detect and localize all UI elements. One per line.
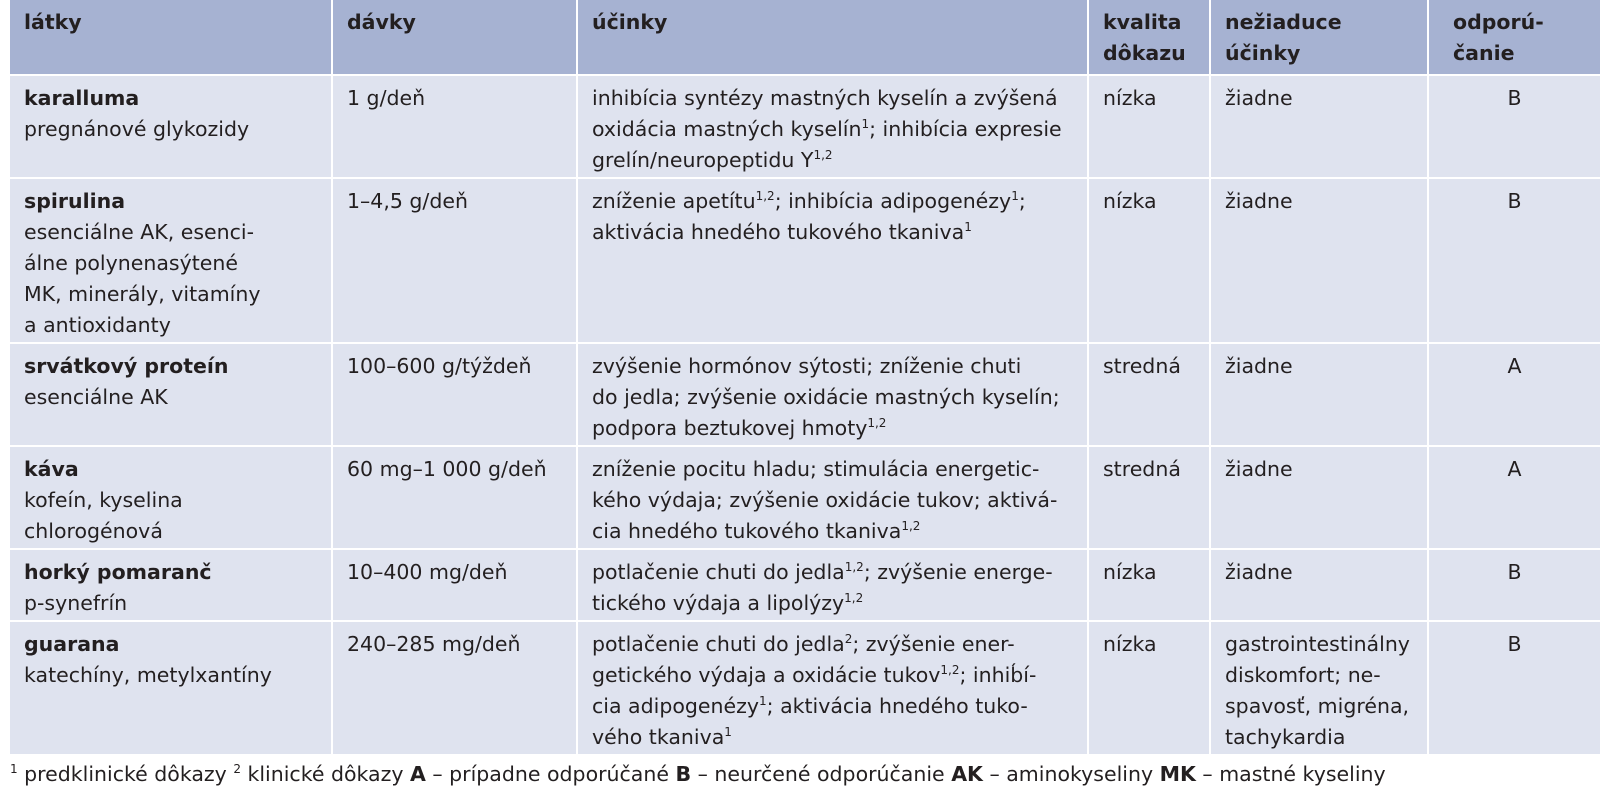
effects-cell [577,343,1088,446]
reference-superscript: 1,2 [940,663,960,678]
table-row [10,446,1600,549]
substance-components: p-synefrín [24,591,128,615]
effects-text: do jedla; zvýšenie oxidácie mastných kyselín; [592,385,1060,409]
effects-text: cia hnedého tukového tkaniva [592,519,902,543]
effects-line [592,557,1073,588]
table-row [10,343,1600,446]
dose-cell: 60 mg–1 000 g/deň [332,446,577,549]
effects-line [592,114,1073,145]
substance-cell [10,549,332,621]
effects-text: podpora beztukovej hmoty [592,416,868,440]
footnote-abbreviation: B [675,762,692,786]
effects-line [592,145,1073,176]
effects-text: ; inhibícia adipogenézy [774,189,1012,213]
substance-components: pregnánové glykozidy [24,117,250,141]
substance-components: kofeín, kyselina [24,488,183,512]
header-recommendation [1428,0,1600,75]
reference-superscript: 1,2 [755,189,775,204]
effects-text: aktivácia hnedého tukového tkaniva [592,220,965,244]
header-adverse-line1: nežiaduce [1225,10,1342,34]
dose-cell: 100–600 g/týždeň [332,343,577,446]
reference-superscript: 1 [1011,189,1019,204]
footnote-text: – mastné kyseliny [1195,762,1386,786]
header-recommendation-line2: čanie [1453,41,1515,65]
reference-superscript: 1,2 [813,148,833,163]
evidence-cell: nízka [1088,75,1210,178]
adverse-effects-cell: žiadne [1210,343,1428,446]
substance-cell [10,178,332,343]
reference-superscript: 1,2 [844,560,864,575]
header-row [10,0,1600,75]
substance-cell [10,343,332,446]
recommendation-cell: B [1428,75,1600,178]
table-row [10,75,1600,178]
adverse-effects-cell: žiadne [1210,178,1428,343]
evidence-cell: nízka [1088,178,1210,343]
effects-text: vého tkaniva [592,725,725,749]
footnote-text: predklinické dôkazy [17,762,234,786]
effects-cell [577,178,1088,343]
reference-superscript: 1 [724,725,732,740]
substance-components: a antioxidanty [24,313,171,337]
footnote-abbreviation: AK [951,762,983,786]
header-evidence-line2: dôkazu [1103,41,1186,65]
effects-line [592,691,1073,722]
effects-line [592,83,1073,114]
effects-text: oxidácia mastných kyselín [592,117,862,141]
substance-components: MK, minerály, vitamíny [24,282,261,306]
adverse-effects-cell: žiadne [1210,75,1428,178]
table-row [10,549,1600,621]
table-footnote [10,760,1386,788]
footnote-text: – prípadne odporúčané [425,762,676,786]
effects-text: ; inhibícia expresie [869,117,1062,141]
table-row [10,178,1600,343]
footnote-text: klinické dôkazy [240,762,410,786]
header-effects: účinky [577,0,1088,75]
recommendation-cell: A [1428,343,1600,446]
substance-name: spirulina [24,189,126,213]
recommendation-cell: B [1428,549,1600,621]
footnote-abbreviation: MK [1159,762,1196,786]
recommendation-cell: B [1428,178,1600,343]
substance-components: esenciálne AK, esenci- [24,220,255,244]
substance-name: káva [24,457,79,481]
effects-text: ; [1018,189,1026,213]
effects-line [592,454,1073,485]
reference-superscript: 1,2 [867,416,887,431]
effects-line [592,217,1073,248]
effects-line [592,382,1073,413]
substance-components: álne polynenasýtené [24,251,238,275]
recommendation-cell: B [1428,621,1600,755]
reference-superscript: 1 [759,694,767,709]
effects-text: inhibícia syntézy mastných kyselín a zvýšená [592,86,1058,110]
substance-name: karalluma [24,86,140,110]
effects-text: grelín/neuropeptidu Y [592,148,814,172]
evidence-cell: stredná [1088,446,1210,549]
adverse-effects-cell: žiadne [1210,549,1428,621]
evidence-cell: nízka [1088,549,1210,621]
header-adverse-line2: účinky [1225,41,1301,65]
substance-cell [10,621,332,755]
adverse-effects-line: diskomfort; ne- [1225,663,1381,687]
effects-text: zníženie pocitu hladu; stimulácia energetic- [592,457,1040,481]
adverse-effects-line: gastrointestinálny [1225,632,1410,656]
header-evidence-quality [1088,0,1210,75]
adverse-effects-cell [1210,621,1428,755]
recommendation-cell: A [1428,446,1600,549]
substance-cell [10,75,332,178]
dose-cell: 1–4,5 g/deň [332,178,577,343]
dose-cell: 1 g/deň [332,75,577,178]
reference-superscript: 1 [964,220,972,235]
substance-name: srvátkový proteín [24,354,229,378]
reference-superscript: 1,2 [901,519,921,534]
footnote-text: – aminokyseliny [982,762,1160,786]
effects-line [592,660,1073,691]
header-recommendation-line1: odporú- [1453,10,1544,34]
effects-text: ; zvýšenie energe- [863,560,1053,584]
header-adverse-effects [1210,0,1428,75]
substance-name: horký pomaranč [24,560,212,584]
adverse-effects-line: tachykardia [1225,725,1346,749]
effects-line [592,629,1073,660]
effects-text: potlačenie chuti do jedla [592,560,845,584]
effects-text: ; aktivácia hnedého tuko- [766,694,1028,718]
adverse-effects-line: spavosť, migréna, [1225,694,1410,718]
substance-name: guarana [24,632,120,656]
substance-components: esenciálne AK [24,385,168,409]
effects-cell [577,75,1088,178]
effects-cell [577,446,1088,549]
footnote-marker: 2 [233,762,241,777]
effects-cell [577,549,1088,621]
effects-line [592,588,1073,619]
effects-cell [577,621,1088,755]
dose-cell: 10–400 mg/deň [332,549,577,621]
header-evidence-line1: kvalita [1103,10,1182,34]
effects-text: tického výdaja a lipolýzy [592,591,845,615]
substance-cell [10,446,332,549]
effects-text: getického výdaja a oxidácie tukov [592,663,941,687]
effects-line [592,186,1073,217]
evidence-cell: nízka [1088,621,1210,755]
effects-text: ; inhib́í- [959,663,1037,687]
substance-components: chlorogénová [24,519,163,543]
header-doses: dávky [332,0,577,75]
substance-components: katechíny, metylxantíny [24,663,272,687]
evidence-cell: stredná [1088,343,1210,446]
effects-line [592,722,1073,753]
effects-line [592,516,1073,547]
supplements-table [10,0,1600,756]
effects-line [592,351,1073,382]
effects-text: kého výdaja; zvýšenie oxidácie tukov; aktivá- [592,488,1058,512]
effects-line [592,485,1073,516]
footnote-marker: 1 [10,762,18,777]
footnote-text: – neurčené odporúčanie [691,762,952,786]
effects-text: zníženie apetítu [592,189,756,213]
reference-superscript: 1,2 [844,591,864,606]
footnote-abbreviation: A [410,762,426,786]
effects-text: cia adipogenézy [592,694,759,718]
effects-line [592,413,1073,444]
header-substances: látky [10,0,332,75]
effects-text: potlačenie chuti do jedla [592,632,845,656]
reference-superscript: 2 [844,632,853,647]
table-row [10,621,1600,755]
supplements-table-container [10,0,1600,756]
reference-superscript: 1 [861,117,870,132]
effects-text: zvýšenie hormónov sýtosti; zníženie chuti [592,354,1022,378]
effects-text: ; zvýšenie ener- [852,632,1015,656]
adverse-effects-cell: žiadne [1210,446,1428,549]
dose-cell: 240–285 mg/deň [332,621,577,755]
